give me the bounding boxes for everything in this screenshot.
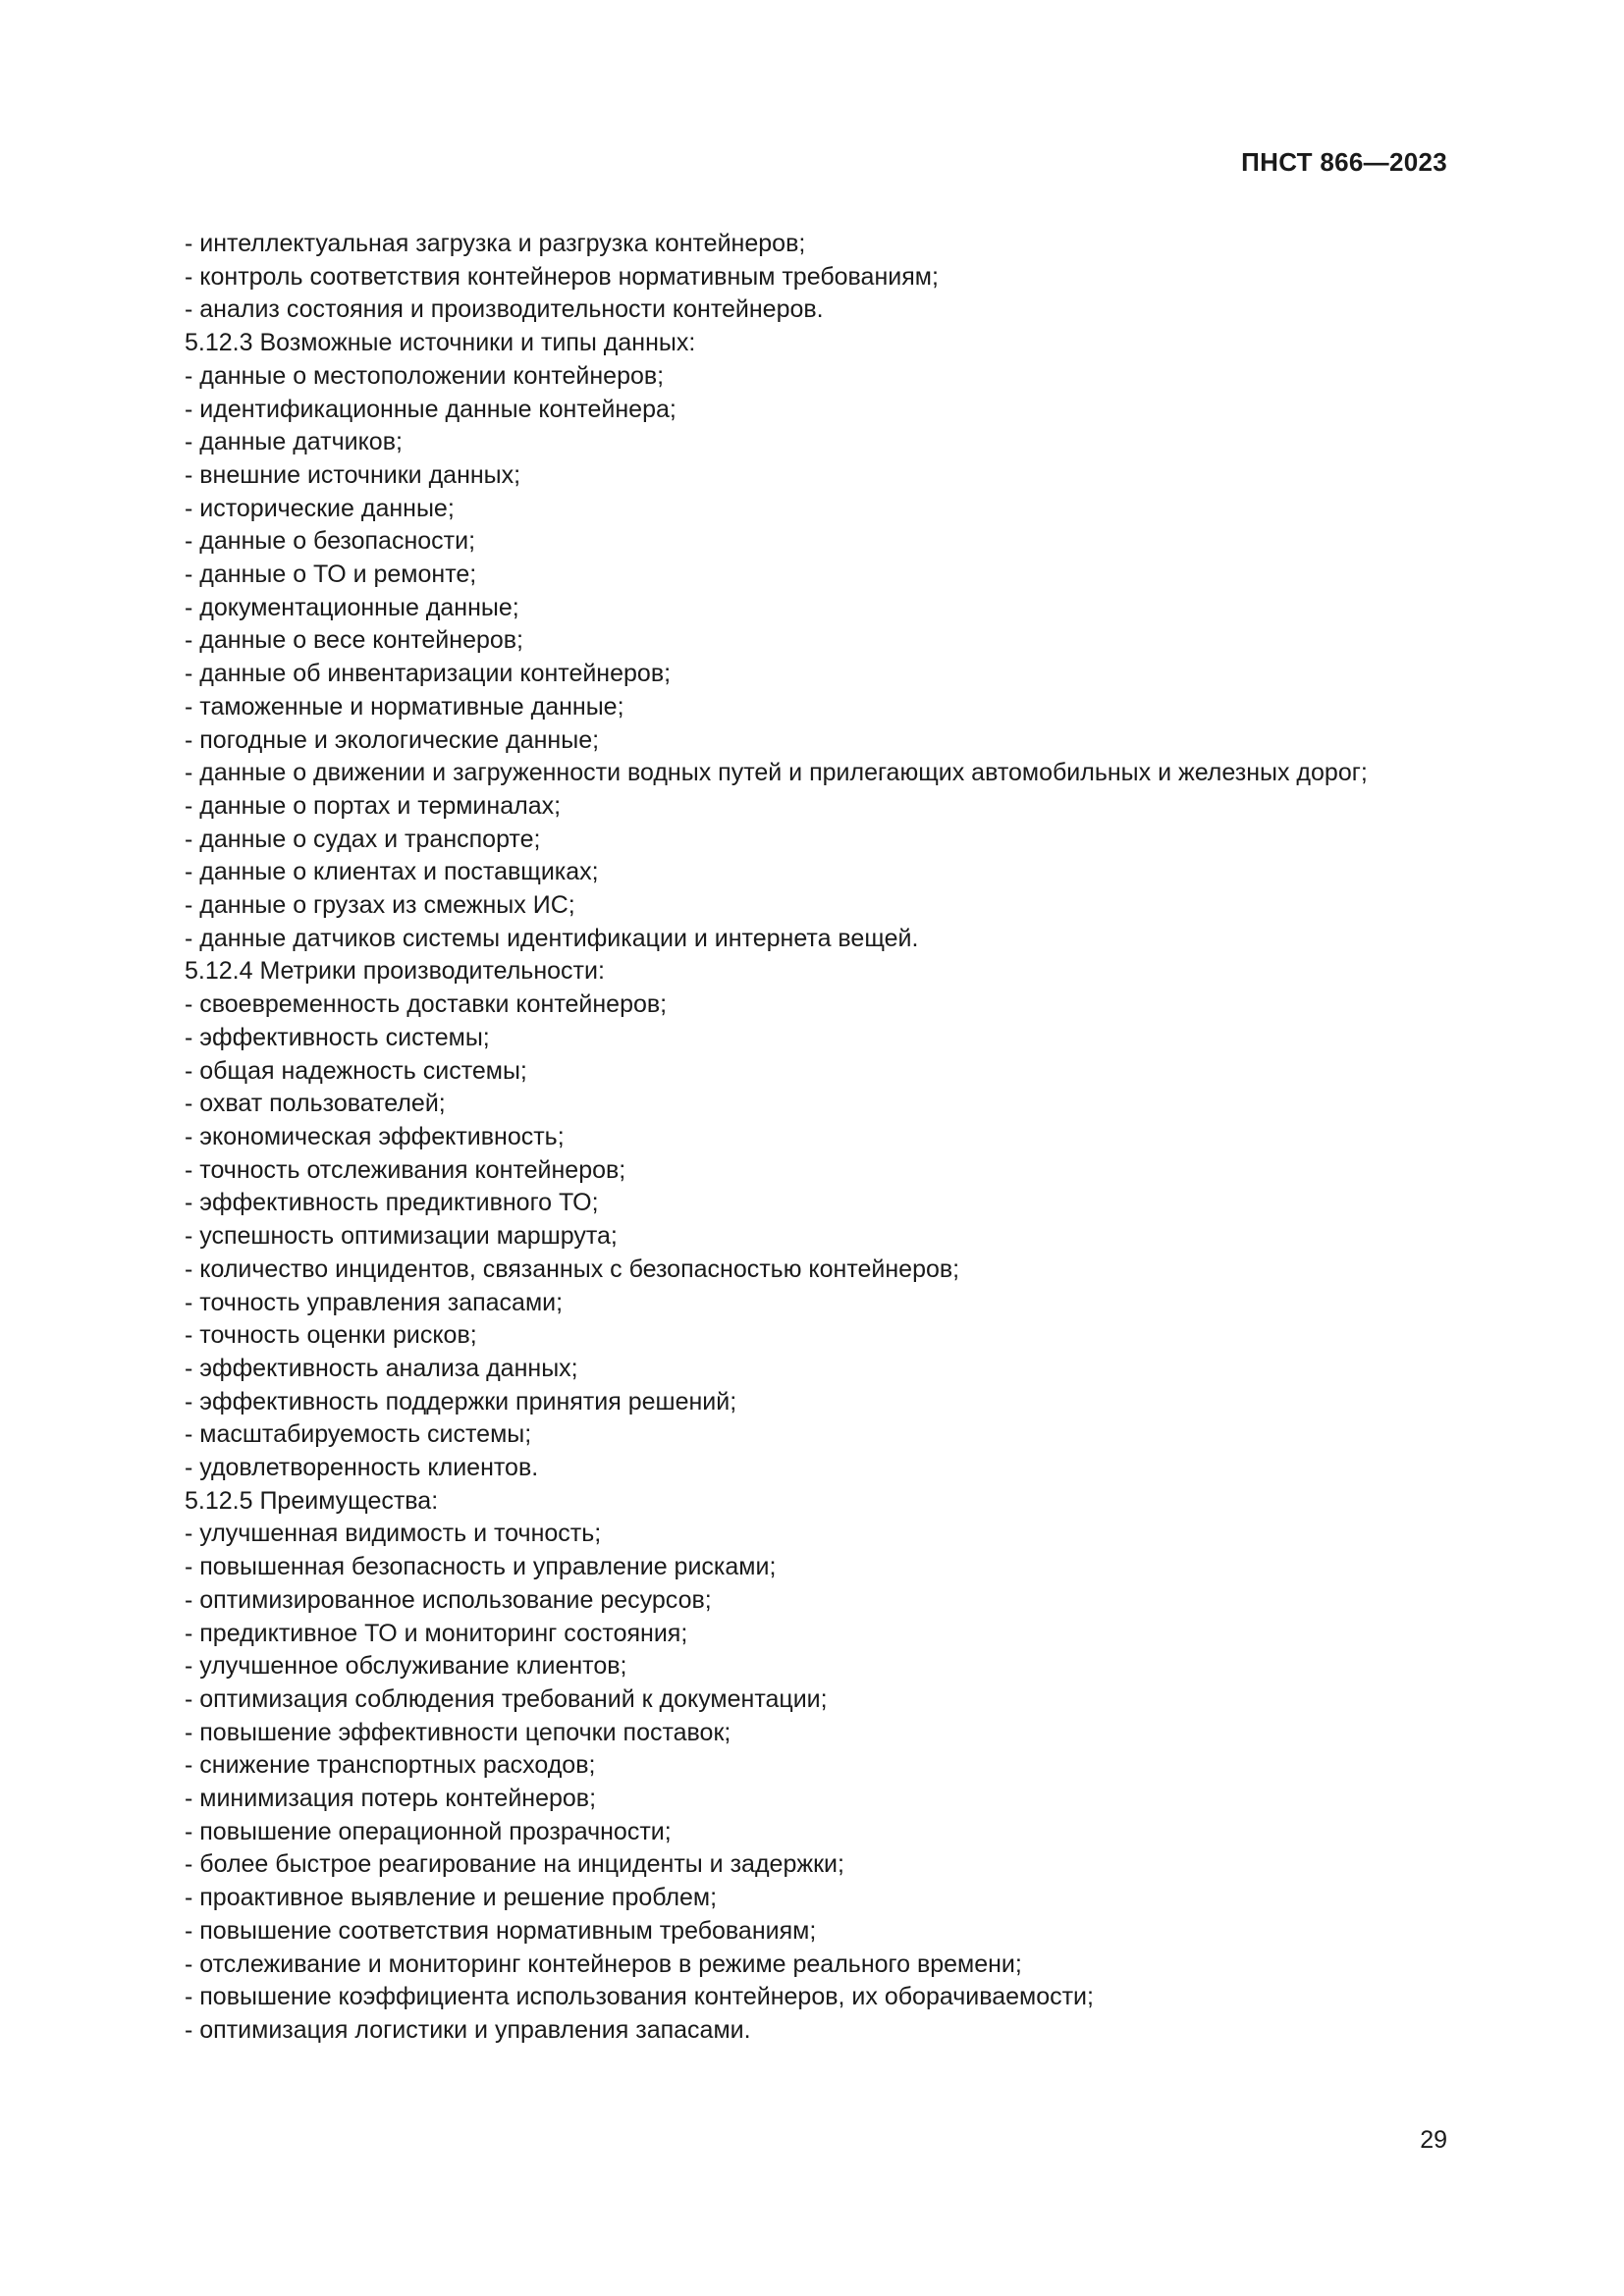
list-item: - повышение коэффициента использования контейнеров, их оборачиваемости; <box>185 1983 1094 2011</box>
list-item: - проактивное выявление и решение проблем; <box>185 1884 718 1912</box>
list-item: - таможенные и нормативные данные; <box>185 692 624 721</box>
list-item: - оптимизированное использование ресурсов; <box>185 1585 712 1614</box>
list-item: - контроль соответствия контейнеров нормативным требованиям; <box>185 262 939 291</box>
list-item: - успешность оптимизации маршрута; <box>185 1222 618 1251</box>
list-item: - точность управления запасами; <box>185 1288 564 1316</box>
list-item: - документационные данные; <box>185 593 519 621</box>
list-item: - данные о клиентах и поставщиках; <box>185 858 599 886</box>
page-number: 29 <box>1420 2126 1447 2154</box>
list-item: - минимизация потерь контейнеров; <box>185 1785 597 1813</box>
section-heading: 5.12.4 Метрики производительности: <box>185 957 605 986</box>
list-item: - отслеживание и мониторинг контейнеров в режиме реального времени; <box>185 1949 1022 1978</box>
list-item: - предиктивное ТО и мониторинг состояния; <box>185 1619 688 1647</box>
list-item: - экономическая эффективность; <box>185 1122 565 1150</box>
list-item: - эффективность поддержки принятия решений; <box>185 1387 737 1415</box>
list-item: - улучшенная видимость и точность; <box>185 1520 602 1548</box>
document-code: ПНСТ 866—2023 <box>1241 147 1447 177</box>
list-item: - данные о весе контейнеров; <box>185 626 524 655</box>
list-item: - точность оценки рисков; <box>185 1321 477 1350</box>
list-item: - улучшенное обслуживание клиентов; <box>185 1652 627 1681</box>
section-heading: 5.12.5 Преимущества: <box>185 1486 439 1515</box>
list-item: - повышение эффективности цепочки поставок; <box>185 1718 731 1746</box>
list-item: - эффективность анализа данных; <box>185 1354 578 1382</box>
list-item: - точность отслеживания контейнеров; <box>185 1155 626 1184</box>
list-item: - данные датчиков; <box>185 428 403 456</box>
list-item: - более быстрое реагирование на инциденты и задержки; <box>185 1850 844 1879</box>
list-item: - погодные и экологические данные; <box>185 725 600 754</box>
list-item: - количество инцидентов, связанных с безопасностью контейнеров; <box>185 1255 960 1283</box>
list-item: - данные о портах и терминалах; <box>185 791 562 820</box>
list-item: - оптимизация логистики и управления запасами. <box>185 2015 751 2044</box>
list-item: - своевременность доставки контейнеров; <box>185 990 668 1019</box>
list-item: - масштабируемость системы; <box>185 1420 532 1449</box>
list-item: - анализ состояния и производительности контейнеров. <box>185 295 824 324</box>
list-item: - эффективность системы; <box>185 1023 490 1051</box>
list-item: - данные о местоположении контейнеров; <box>185 361 665 390</box>
list-item: - охват пользователей; <box>185 1090 446 1118</box>
list-item: - эффективность предиктивного ТО; <box>185 1189 599 1217</box>
list-item: - повышение операционной прозрачности; <box>185 1817 672 1845</box>
list-item: - повышение соответствия нормативным требованиям; <box>185 1916 817 1945</box>
list-item: - общая надежность системы; <box>185 1056 527 1085</box>
list-item: - повышенная безопасность и управление рисками; <box>185 1553 777 1581</box>
document-body <box>116 228 1447 2048</box>
list-item: - идентификационные данные контейнера; <box>185 395 677 423</box>
list-item: - данные о движении и загруженности водных путей и прилегающих автомобильных и железных дорог; <box>185 759 1368 787</box>
list-item: - данные о ТО и ремонте; <box>185 561 477 589</box>
list-item: - снижение транспортных расходов; <box>185 1751 596 1780</box>
list-item: - удовлетворенность клиентов. <box>185 1454 539 1482</box>
list-item: - данные о судах и транспорте; <box>185 825 541 853</box>
list-item: - внешние источники данных; <box>185 460 521 489</box>
list-item: - данные об инвентаризации контейнеров; <box>185 660 672 688</box>
list-item: - данные о безопасности; <box>185 527 476 556</box>
section-heading: 5.12.3 Возможные источники и типы данных: <box>185 329 696 357</box>
list-item: - исторические данные; <box>185 494 455 522</box>
list-item: - данные о грузах из смежных ИС; <box>185 891 575 920</box>
list-item: - интеллектуальная загрузка и разгрузка контейнеров; <box>185 230 806 257</box>
list-item: - оптимизация соблюдения требований к документации; <box>185 1684 828 1713</box>
list-item: - данные датчиков системы идентификации и интернета вещей. <box>185 924 919 952</box>
